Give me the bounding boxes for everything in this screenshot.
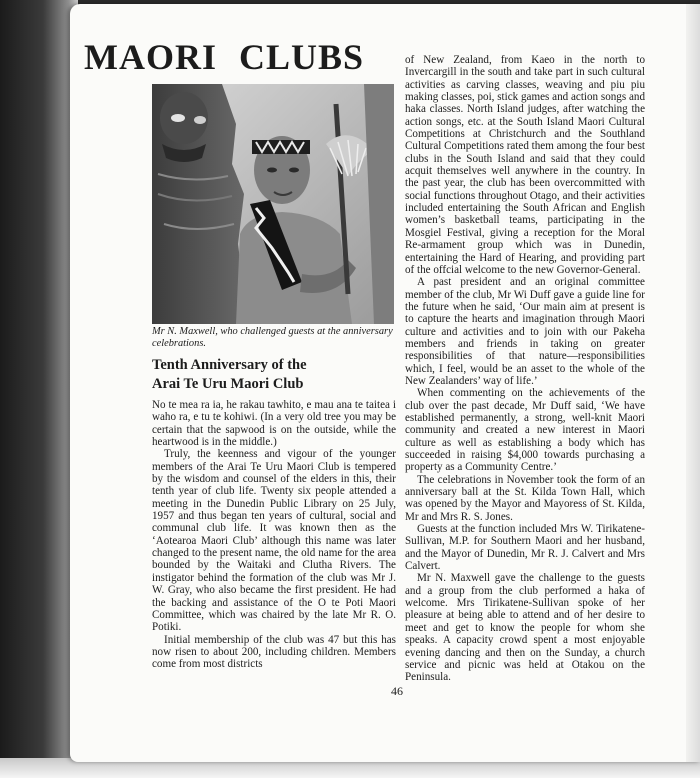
paragraph: of New Zealand, from Kaeo in the north to Invercargill in the south and take part in such cultural activities as carving classes, weaving and piu piu making classes, poi, stick games and action songs and haka classes. North Island judges, after watching the action songs, etc. at the South Island Maori Cultural Competitions at Christchurch and the Southland Cultural Competitions rated them among the four best clubs in the South Island and said that they could acquit themselves well anywhere in the country. In the past year, the club has been overcommitted with social functions throughout Otago, and their activities included entertaining the South African and English women’s basketball teams, participating in the Mosgiel Festival, giving a reception for the Moral Re-armament group which was in Dunedin, entertaining the Hard of Hearing, and providing part of the offcial welcome to the new Governor-General.: [405, 54, 646, 276]
paragraph: A past president and an original committee member of the club, Mr Wi Duff gave a guide line for the future when he said, ‘Our main aim at present is to capture the hearts and imagination through Maori culture and activities and to join with our Pakeha members and friends in taking on greater responsibilities of that nature—responsibilities which, I feel, would be an asset to the whole of the New Zealanders’ way of life.’: [405, 276, 645, 387]
paragraph: Guests at the function included Mrs W. Tirikatene-Sullivan, M.P. for Southern Maori and her husband, and the Mayor of Dunedin, Mr R. J. Calvert and Mrs Calvert.: [405, 523, 645, 573]
subheading-line-1: Tenth Anniversary of the: [152, 357, 307, 373]
left-text-column: [152, 399, 396, 671]
article-photo: [152, 84, 394, 324]
right-text-column: [405, 54, 645, 684]
scan-binding-edge: [0, 0, 78, 778]
subheading-line-2: Arai Te Uru Maori Club: [152, 376, 304, 392]
article-title: MAORI CLUBS: [84, 37, 365, 77]
page-number: 46: [391, 684, 403, 698]
paragraph: Mr N. Maxwell gave the challenge to the guests and a group from the club performed a haka of welcome. Mrs Tirikatene-Sullivan spoke of her pleasure at being able to attend and of her desire to meet and get to know the people for whom she speaks. A capacity crowd spent a most enjoyable evening dancing and then on the Sunday, a church service and picnic was held at Otakou on the Peninsula.: [405, 572, 645, 684]
paragraph: When commenting on the achievements of the club over the past decade, Mr Duff said, ‘We have established permanently, a strong, well-knit Maori community and created a new interest in Maori culture as well as establishing a body which has succeeded in raising $4,000 towards purchasing a property as a Community Centre.’: [405, 387, 645, 474]
photo-illustration: [152, 84, 394, 324]
article-subheading: [152, 356, 396, 394]
paragraph: Truly, the keenness and vigour of the younger members of the Arai Te Uru Maori Club is tempered by the wisdom and counsel of the elders in this, their tenth year of club life. Twenty six people attended a meeting in the Dunedin Public Library on 25 July, 1957 and thus began ten years of cultural, social and communal club life. It was known then as the ‘Aotearoa Maori Club’ although this name was later changed to the present name, the old name for the area bounded by the Waitaki and Clutha Rivers. The instigator behind the formation of the club was Mr J. W. Gray, who also became the first president. He had the backing and assistance of the O te Poti Maori Committee, which was chaired by the late Mr R. O. Potiki.: [152, 448, 396, 634]
paragraph: No te mea ra ia, he rakau tawhito, e mau ana te taitea i waho ra, e tu te kohiwi. (In a very old tree you may be certain that the sapwood is on the outside, while the heartwood is in the middle.): [152, 399, 396, 449]
paragraph: The celebrations in November took the form of an anniversary ball at the St. Kilda Town Hall, which was opened by the Mayor and Mayoress of St. Kilda, Mr and Mrs R. S. Jones.: [405, 473, 645, 523]
paragraph: Initial membership of the club was 47 but this has now risen to about 200, including children. Members come from most districts: [152, 633, 396, 671]
page-right-margin: [686, 4, 700, 762]
photo-caption: Mr N. Maxwell, who challenged guests at the anniversary celebrations.: [152, 326, 393, 349]
